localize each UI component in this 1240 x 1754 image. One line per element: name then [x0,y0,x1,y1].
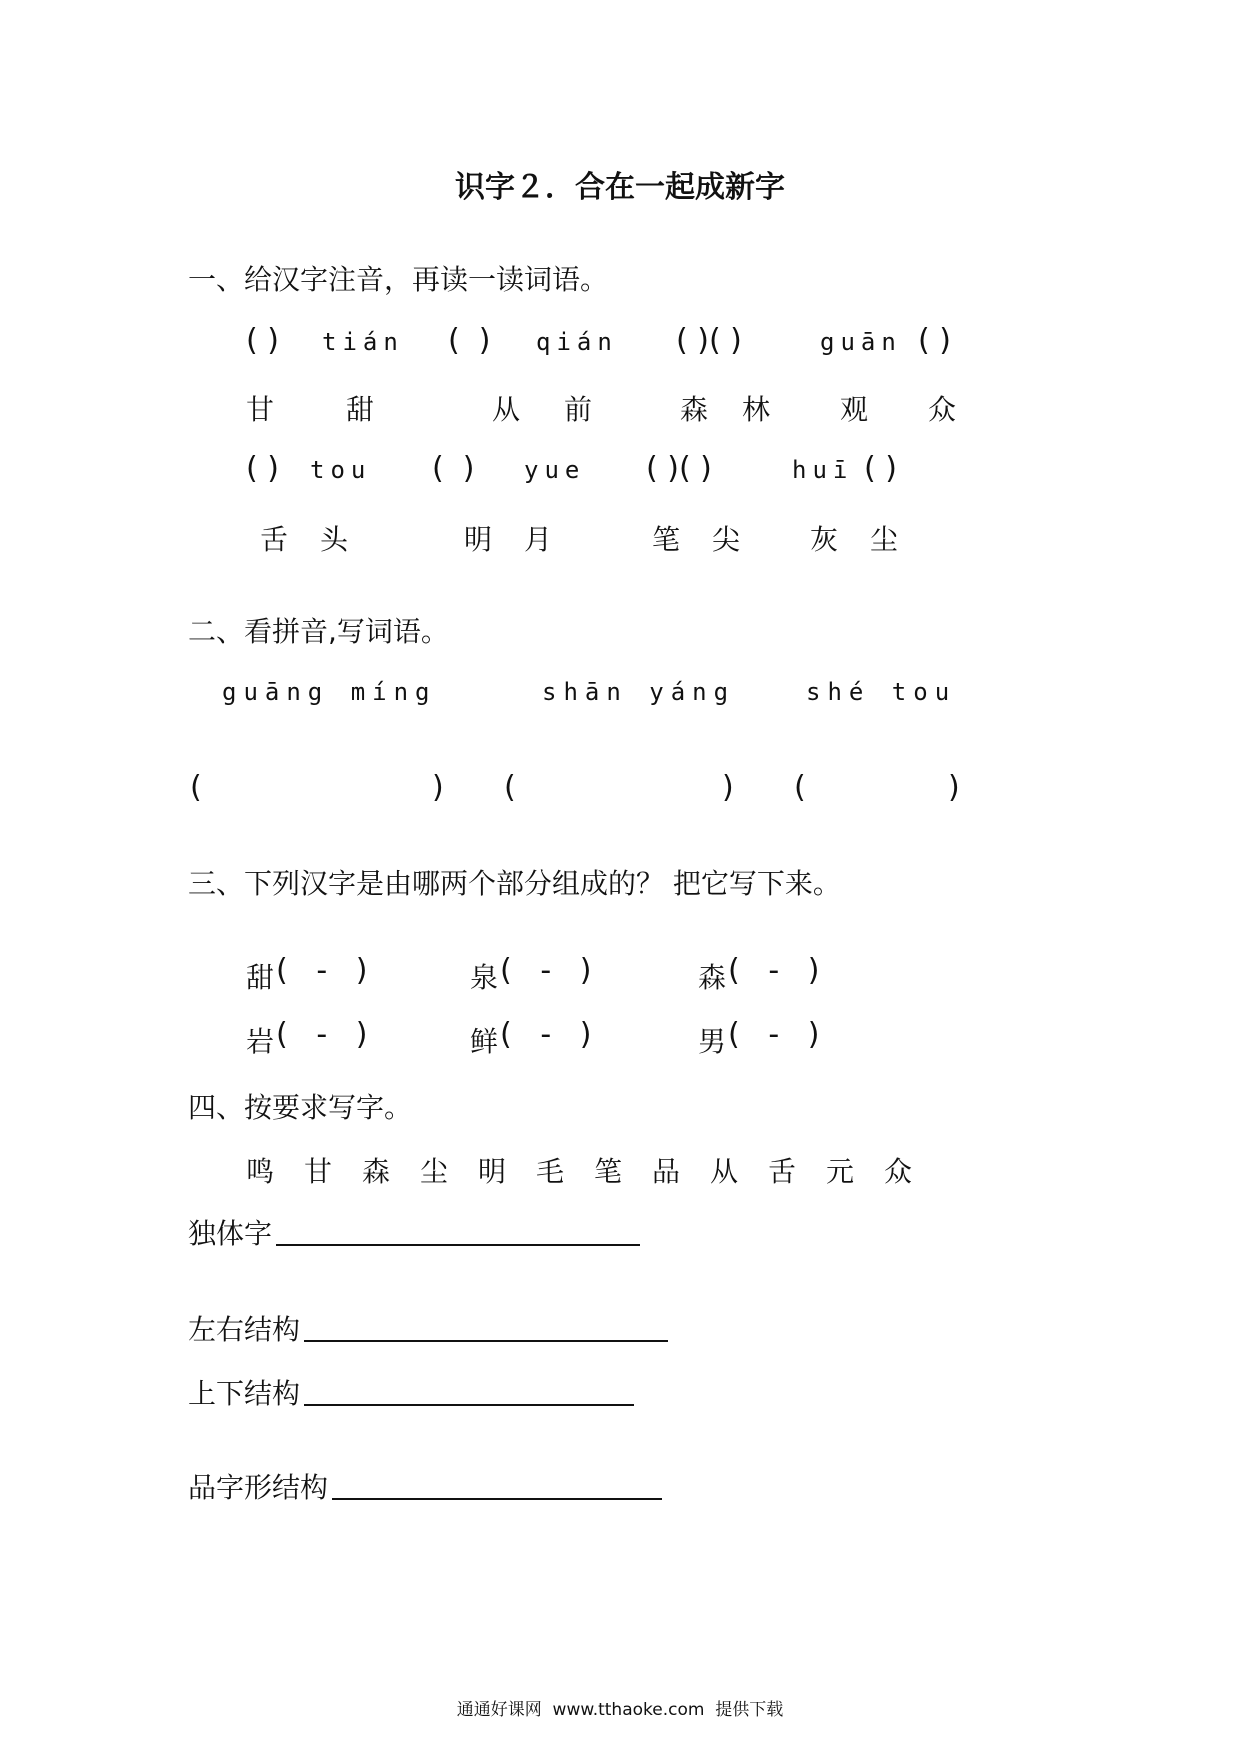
word-char: 甜 [346,393,375,426]
blank-paren[interactable]: ( ) [432,451,475,486]
sort-char: 明 [478,1155,507,1188]
blank-paren[interactable]: ( )( ) [646,451,712,486]
decompose-char: 岩 [246,1025,275,1058]
sort-char: 笔 [594,1155,623,1188]
sort-char: 甘 [304,1155,333,1188]
word-char: 前 [564,393,593,426]
decompose-blank[interactable]: ( - ) [276,1017,368,1052]
blank-paren[interactable]: ( ) [246,323,279,358]
pinyin-text: tou [310,456,372,484]
decompose-char: 鲜 [470,1025,499,1058]
pinyin-text: shé tou [806,678,957,706]
category-label: 左右结构 [188,1313,301,1346]
answer-line[interactable] [276,1244,640,1246]
decompose-char: 森 [698,961,727,994]
decompose-blank[interactable]: ( - ) [500,953,592,988]
answer-line[interactable] [304,1340,668,1342]
answer-paren-close: ) [722,770,734,805]
decompose-char: 泉 [470,961,499,994]
decompose-blank[interactable]: ( - ) [276,953,368,988]
answer-paren-open[interactable]: ( [794,770,806,805]
decompose-blank[interactable]: ( - ) [500,1017,592,1052]
section1-heading: 一、给汉字注音，再读一读词语。 [188,263,609,296]
answer-paren-close: ) [948,770,960,805]
pinyin-text: yue [524,456,586,484]
pinyin-text: huī [792,456,854,484]
blank-paren[interactable]: ( )( ) [676,323,742,358]
pinyin-text: qián [536,328,618,356]
category-label: 独体字 [188,1217,273,1250]
blank-paren[interactable]: ( ) [448,323,491,358]
category-label: 上下结构 [188,1377,301,1410]
word-char: 笔 [652,523,681,556]
decompose-char: 男 [698,1025,727,1058]
word-char: 明 [464,523,493,556]
word-char: 月 [524,523,553,556]
word-char: 从 [492,393,521,426]
answer-line[interactable] [332,1498,662,1500]
decompose-char: 甜 [246,961,275,994]
answer-paren-close: ) [432,770,444,805]
word-char: 灰 [810,523,839,556]
answer-paren-open[interactable]: ( [504,770,516,805]
section3-heading: 三、下列汉字是由哪两个部分组成的？ 把它写下来。 [188,867,841,900]
word-char: 头 [320,523,349,556]
sort-char: 元 [826,1155,855,1188]
pinyin-text: shān yáng [542,678,736,706]
decompose-blank[interactable]: ( - ) [728,953,820,988]
sort-char: 尘 [420,1155,449,1188]
blank-paren[interactable]: ( ) [918,323,951,358]
sort-char: 品 [652,1155,681,1188]
section4-heading: 四、按要求写字。 [188,1091,413,1124]
sort-char: 森 [362,1155,391,1188]
word-char: 森 [680,393,709,426]
decompose-blank[interactable]: ( - ) [728,1017,820,1052]
pinyin-text: guān [820,328,902,356]
word-char: 林 [742,393,771,426]
sort-char: 鸣 [246,1155,275,1188]
footer-source: 通通好课网 www.tthaoke.com 提供下载 [456,1700,784,1720]
answer-paren-open[interactable]: ( [190,770,202,805]
word-char: 舌 [260,523,289,556]
sort-char: 毛 [536,1155,565,1188]
word-char: 观 [840,393,869,426]
pinyin-text: guāng míng [222,678,437,706]
page-title: 识字２．合在一起成新字 [455,170,785,205]
pinyin-text: tián [322,328,404,356]
section2-heading: 二、看拼音,写词语。 [188,615,449,648]
sort-char: 舌 [768,1155,797,1188]
blank-paren[interactable]: ( ) [246,451,279,486]
blank-paren[interactable]: ( ) [864,451,897,486]
word-char: 众 [928,393,957,426]
sort-char: 众 [884,1155,913,1188]
word-char: 甘 [246,393,275,426]
word-char: 尘 [870,523,899,556]
category-label: 品字形结构 [188,1471,329,1504]
answer-line[interactable] [304,1404,634,1406]
word-char: 尖 [712,523,741,556]
sort-char: 从 [710,1155,739,1188]
